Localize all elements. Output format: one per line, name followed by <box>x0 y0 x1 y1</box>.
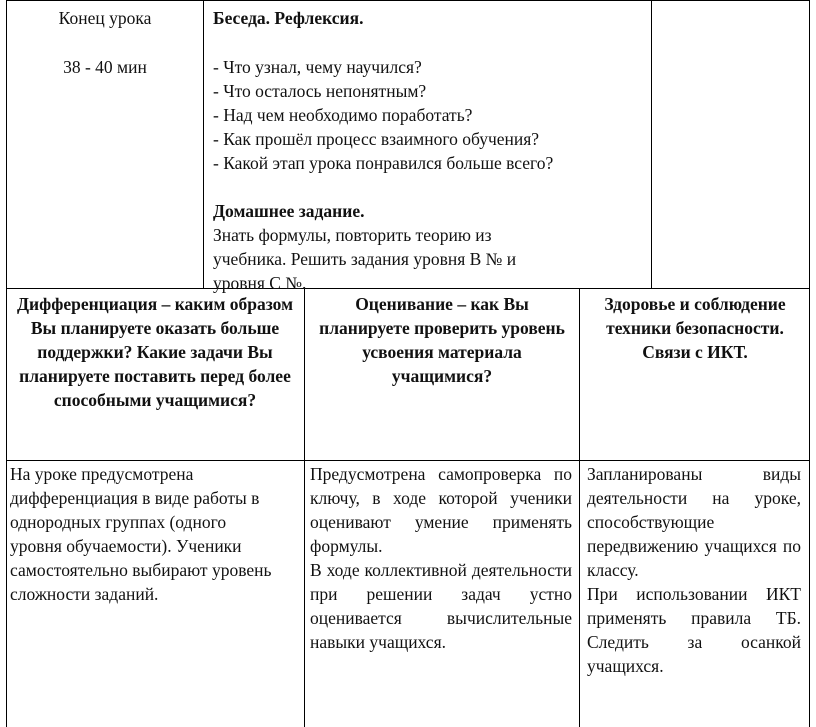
reflection-cell <box>213 6 649 295</box>
stage-cell <box>7 6 203 79</box>
header-differentiation <box>10 292 300 412</box>
col-divider-1 <box>304 288 305 727</box>
table-border-left <box>6 0 7 727</box>
table-border-top <box>6 0 810 1</box>
header-differentiation-text: Дифференциация – каким образом Вы планируете оказать больше поддержки? Какие задачи Вы планируете поставить перед более способными учащимися? <box>16 294 294 410</box>
question-item: - Что осталось непонятным? <box>213 81 427 101</box>
health-safety-text-2: При использовании ИКТ применять правила ТБ. Следить за осанкой учащихся. <box>587 584 801 676</box>
health-safety-text-1: Запланированы виды деятельности на уроке, способствующие передвижению учащихся по классу. <box>587 464 801 580</box>
stage-label: Конец урока <box>58 8 152 28</box>
top-divider-1 <box>203 0 204 289</box>
top-divider-2 <box>651 0 652 289</box>
question-item: - Какой этап урока понравился больше всего? <box>213 153 554 173</box>
table-border-right <box>809 0 810 727</box>
time-label: 38 - 40 мин <box>63 57 147 77</box>
homework-title: Домашнее задание. <box>213 201 365 221</box>
homework-line: уровня С №. <box>213 273 307 293</box>
assessment-text-1: Предусмотрена самопроверка по ключу, в ходе которой ученики оценивают умение применять формулы. <box>310 464 572 556</box>
header-assessment-text: Оценивание – как Вы планируете проверить уровень усвоения материала учащимися? <box>319 294 565 386</box>
header-health-safety-text: Здоровье и соблюдение техники безопасности. Связи с ИКТ. <box>604 294 786 362</box>
differentiation-text: На уроке предусмотрена дифференциация в виде работы в однородных группах (одного уровня обучаемости). Ученики самостоятельно выбирают уровень сложности заданий. <box>10 464 272 604</box>
homework-line: учебника. Решить задания уровня В № и <box>213 249 517 269</box>
row-divider-2 <box>6 460 810 461</box>
body-health-safety <box>587 462 801 678</box>
body-differentiation <box>10 462 272 606</box>
header-health-safety <box>587 292 803 364</box>
assessment-text-2: В ходе коллективной деятельности при решении задач устно оценивается вычислительные навыки учащихся. <box>310 560 572 652</box>
header-assessment <box>314 292 570 388</box>
question-item: - Что узнал, чему научился? <box>213 57 422 77</box>
reflection-title: Беседа. Рефлексия. <box>213 8 364 28</box>
col-divider-2 <box>579 288 580 727</box>
body-assessment <box>310 462 572 654</box>
homework-line: Знать формулы, повторить теорию из <box>213 225 492 245</box>
question-item: - Как прошёл процесс взаимного обучения? <box>213 129 540 149</box>
question-item: - Над чем необходимо поработать? <box>213 105 473 125</box>
